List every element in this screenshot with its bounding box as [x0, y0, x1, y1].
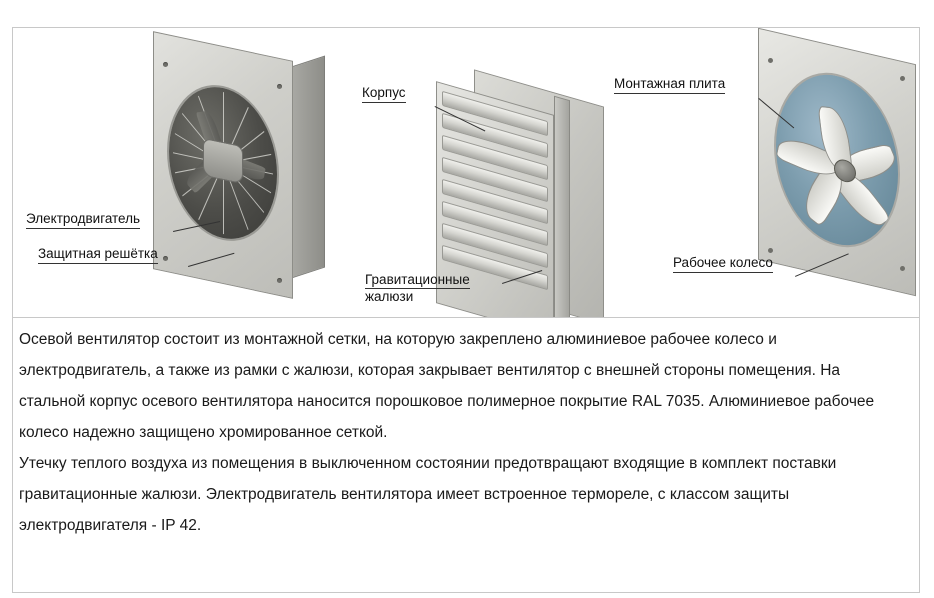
description-text [13, 318, 919, 541]
paragraph-1: Осевой вентилятор состоит из монтажной сетки, на которую закреплено алюминиевое рабочее колесо и электродвигатель, а также из рамки с жалюзи, которая закрывает вентилятор с внешней стороны помещения. На стальной корпус осевого вентилятора наносится порошковое полимерное покрытие RAL 7035. Алюминиевое рабочее колесо надежно защищено хромированное сеткой. [19, 331, 875, 441]
label-elektrodvigatel: Электродвигатель [26, 211, 140, 229]
impeller-plate-illustration [758, 46, 919, 301]
mounting-hole [163, 256, 168, 261]
label-zashchitnaya-reshetka: Защитная решётка [38, 246, 158, 264]
paragraph-2: Утечку теплого воздуха из помещения в выключенном состоянии предотвращают входящие в комплект поставки гравитационные жалюзи. Электродвигатель вентилятора имеет встроенное термореле, с классом защиты электродвигателя - IP 42. [19, 455, 837, 534]
mounting-hole [900, 266, 905, 271]
mounting-hole [163, 62, 168, 67]
label-gravitacionnye-line2: жалюзи [365, 289, 414, 304]
label-gravitacionnye-zhalyuzi [365, 272, 505, 306]
content-frame [12, 27, 920, 593]
fan-with-grid-illustration [153, 46, 333, 301]
label-rabochee-koleso: Рабочее колесо [673, 255, 773, 273]
mounting-hole [768, 58, 773, 63]
label-korpus: Корпус [362, 85, 406, 103]
mounting-hole [277, 84, 282, 89]
mounting-hole [768, 248, 773, 253]
label-gravitacionnye-line1: Гравитационные [365, 272, 470, 287]
product-diagram [13, 28, 919, 318]
mounting-hole [277, 278, 282, 283]
label-montazhnaya-plita: Монтажная плита [614, 76, 725, 94]
mounting-hole [900, 76, 905, 81]
louver-side-edge [554, 96, 570, 318]
